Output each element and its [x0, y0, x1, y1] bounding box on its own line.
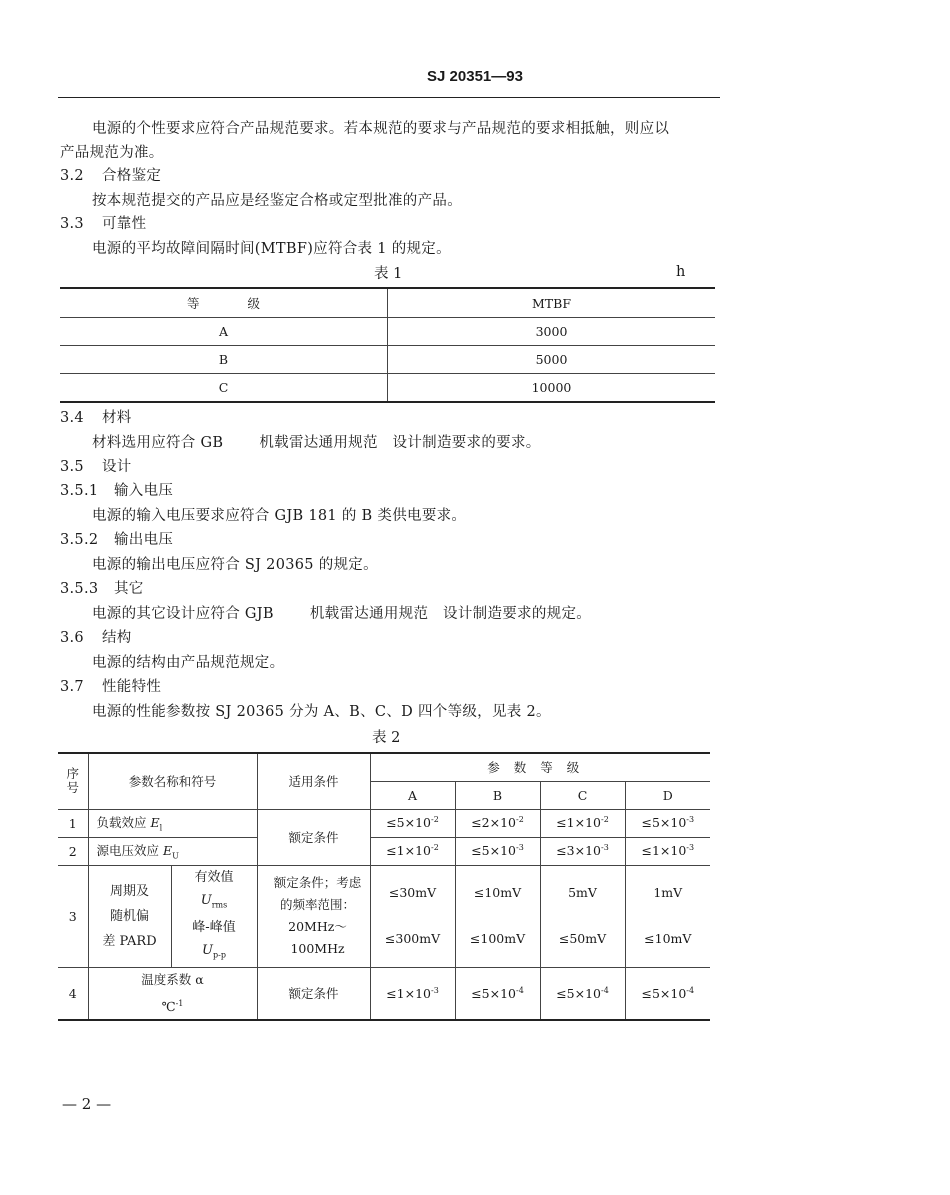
type-symbol: $U_{rms}$: [200, 892, 228, 910]
row-no: 2: [58, 837, 88, 865]
header-cond: 适用条件: [257, 753, 370, 809]
section-3-7-heading: [60, 675, 161, 696]
cond-line: 20MHz～: [288, 919, 347, 935]
param-name: 负载效应 $E_l$: [88, 809, 257, 837]
section-title: 性能特性: [102, 679, 162, 695]
pard-types: [171, 865, 257, 967]
mtbf-cell: 5000: [388, 346, 716, 374]
row-no: 3: [58, 865, 88, 967]
cond-cell: 额定条件: [257, 809, 370, 865]
grade-cell: C: [60, 374, 388, 403]
section-3-2-text: 按本规范提交的产品应是经鉴定合格或定型批准的产品。: [92, 193, 462, 209]
row-no: 1: [58, 809, 88, 837]
table-row: [58, 865, 710, 967]
section-title: 可靠性: [102, 216, 147, 232]
table2-caption: 表 2: [372, 730, 401, 746]
section-3-6-heading: [60, 626, 132, 647]
intro-line-2: 产品规范为准。: [60, 145, 164, 161]
type-symbol: $U_{p-p}$: [202, 943, 226, 960]
section-3-5-1-heading: [60, 479, 173, 500]
table1-mtbf: [60, 287, 715, 403]
cond-line: 的频率范围：: [280, 897, 356, 913]
value-cell: $\le 2\times 10^{-2}$: [455, 809, 540, 837]
value-cell: ≤10mV ≤100mV: [455, 865, 540, 967]
section-3-5-2-heading: [60, 528, 173, 549]
grade-cell: A: [60, 318, 388, 346]
param-name-line: 温度系数 α: [141, 971, 204, 987]
mtbf-cell: 3000: [388, 318, 716, 346]
table1-header-row: [60, 288, 715, 318]
pard-name: [88, 865, 171, 967]
section-title: 设计: [102, 459, 132, 475]
row-no: 4: [58, 967, 88, 1020]
header-param: 参数名称和符号: [88, 753, 257, 809]
text-part: 机载雷达通用规范 设计制造要求的规定。: [309, 606, 592, 622]
section-title: 合格鉴定: [102, 168, 162, 184]
grade-cell: B: [60, 346, 388, 374]
table2-performance: [58, 752, 710, 1021]
mtbf-cell: 10000: [388, 374, 716, 403]
pard-name-line: 差 PARD: [102, 933, 157, 949]
type-label: 峰-峰值: [192, 920, 236, 936]
header-rule: [58, 97, 720, 98]
grade-c: C: [540, 781, 625, 809]
cond-cell: 额定条件: [257, 967, 370, 1020]
section-3-5-1-text: 电源的输入电压要求应符合 GJB 181 的 B 类供电要求。: [92, 508, 467, 524]
table1-unit: h: [676, 264, 686, 280]
section-3-4-heading: [60, 406, 132, 427]
section-number: 3.6: [60, 630, 84, 646]
grade-b: B: [455, 781, 540, 809]
table-row: [60, 346, 715, 374]
value-cell: $\le 5\times 10^{-4}$: [455, 967, 540, 1020]
param-name: 源电压效应 $E_U$: [88, 837, 257, 865]
value-cell: 1mV ≤10mV: [625, 865, 710, 967]
header-grade: 参数等级: [370, 753, 710, 781]
value-cell: 5mV ≤50mV: [540, 865, 625, 967]
cond-line: 额定条件；考虑: [273, 875, 362, 891]
document-id: SJ 20351—93: [427, 68, 523, 85]
section-number: 3.4: [60, 410, 84, 426]
text-part: 材料选用应符合 GB: [92, 435, 224, 451]
table-row: [58, 967, 710, 1020]
value-cell: $\le 3\times 10^{-3}$: [540, 837, 625, 865]
section-title: 材料: [102, 410, 132, 426]
value-cell: $\le 1\times 10^{-2}$: [540, 809, 625, 837]
value-cell: $\le 5\times 10^{-3}$: [455, 837, 540, 865]
section-number: 3.2: [60, 168, 84, 184]
section-title: 输出电压: [114, 532, 174, 548]
section-3-4-text: [92, 431, 541, 452]
pard-name-line: 周期及: [109, 883, 149, 899]
text-part: 电源的其它设计应符合 GJB: [92, 606, 274, 622]
grade-a: A: [370, 781, 455, 809]
section-3-3-heading: [60, 212, 146, 233]
type-label: 有效值: [194, 869, 234, 885]
section-3-7-text: 电源的性能参数按 SJ 20365 分为 A、B、C、D 四个等级，见表 2。: [92, 704, 551, 720]
value-cell: ≤30mV ≤300mV: [370, 865, 455, 967]
value-cell: $\le 5\times 10^{-4}$: [540, 967, 625, 1020]
value-cell: $\le 5\times 10^{-3}$: [625, 809, 710, 837]
section-number: 3.5.3: [60, 581, 99, 597]
value-cell: $\le 1\times 10^{-3}$: [370, 967, 455, 1020]
pard-name-line: 随机偏: [109, 908, 149, 924]
table1-header-mtbf: MTBF: [388, 288, 716, 318]
value-cell: $\le 1\times 10^{-2}$: [370, 837, 455, 865]
section-3-5-heading: [60, 455, 132, 476]
section-number: 3.5.1: [60, 483, 99, 499]
table1-caption: 表 1: [374, 266, 403, 282]
cond-line: 100MHz: [290, 941, 345, 957]
section-3-3-text: 电源的平均故障间隔时间(MTBF)应符合表 1 的规定。: [92, 241, 451, 257]
header-no: 序号: [58, 753, 88, 809]
pard-cond: [257, 865, 370, 967]
section-3-2-heading: [60, 164, 161, 185]
value-cell: $\le 5\times 10^{-2}$: [370, 809, 455, 837]
page-number: — 2 —: [62, 1095, 112, 1113]
param-name: [88, 967, 257, 1020]
value-cell: $\le 5\times 10^{-4}$: [625, 967, 710, 1020]
section-title: 其它: [114, 581, 144, 597]
value-cell: $\le 1\times 10^{-3}$: [625, 837, 710, 865]
table2-header-row: [58, 753, 710, 781]
section-number: 3.5.2: [60, 532, 99, 548]
table-row: [58, 809, 710, 837]
text-part: 机载雷达通用规范 设计制造要求的要求。: [259, 435, 541, 451]
table1-header-grade: 等级: [60, 288, 388, 318]
section-3-6-text: 电源的结构由产品规范规定。: [92, 655, 285, 671]
section-3-5-3-text: [92, 602, 591, 623]
table-row: [60, 374, 715, 403]
param-unit: ℃$^{-1}$: [161, 998, 184, 1014]
section-3-5-2-text: 电源的输出电压应符合 SJ 20365 的规定。: [92, 557, 378, 573]
section-title: 输入电压: [114, 483, 174, 499]
section-number: 3.5: [60, 459, 84, 475]
section-number: 3.7: [60, 679, 84, 695]
table-row: [58, 837, 710, 865]
table-row: [60, 318, 715, 346]
section-number: 3.3: [60, 216, 84, 232]
intro-line-1: 电源的个性要求应符合产品规范要求。若本规范的要求与产品规范的要求相抵触，则应以: [92, 121, 670, 137]
section-3-5-3-heading: [60, 577, 144, 598]
section-title: 结构: [102, 630, 132, 646]
grade-d: D: [625, 781, 710, 809]
